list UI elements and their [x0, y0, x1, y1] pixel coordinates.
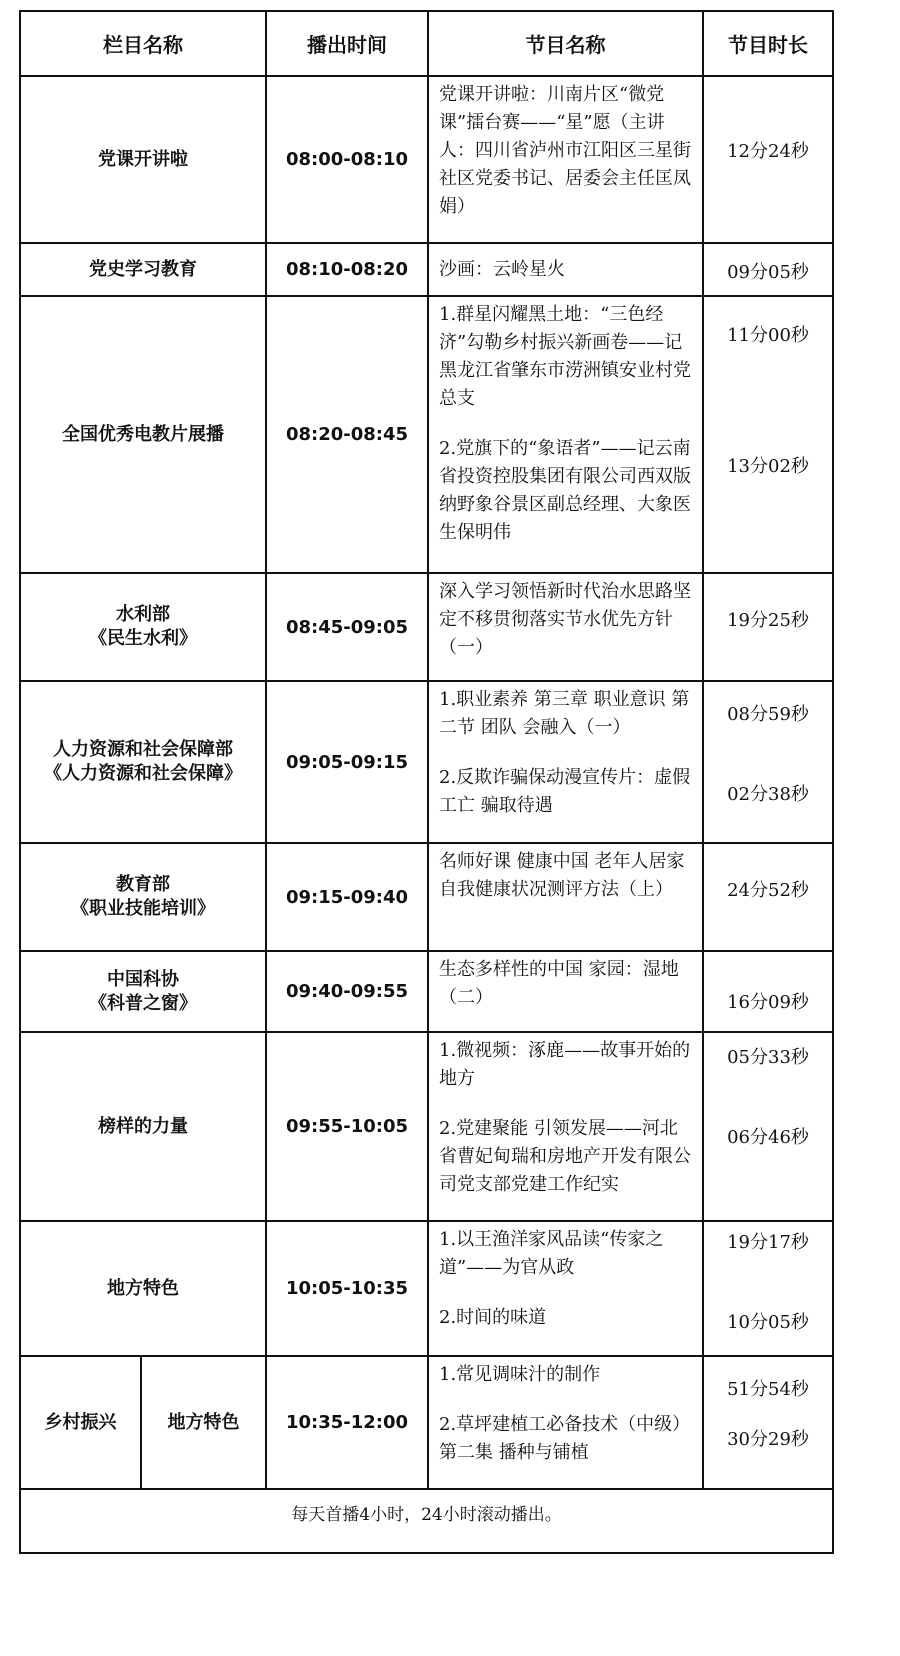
- table-row: [20, 951, 833, 1032]
- duration: 08分59秒: [727, 704, 809, 725]
- duration: 11分00秒: [727, 325, 809, 346]
- program-name: 2.草坪建植工必备技术（中级）第二集 播种与铺植: [439, 1414, 691, 1463]
- air-time: 09:05-09:15: [266, 681, 428, 843]
- duration-cell: [703, 951, 833, 1032]
- column-name: 全国优秀电教片展播: [20, 296, 266, 573]
- program-name: 2.反欺诈骗保动漫宣传片：虚假工亡 骗取待遇: [439, 767, 691, 816]
- duration: 30分29秒: [727, 1429, 809, 1450]
- program-name: 名师好课 健康中国 老年人居家自我健康状况测评方法（上）: [439, 851, 685, 900]
- duration: 19分25秒: [727, 610, 809, 631]
- air-time: 09:55-10:05: [266, 1032, 428, 1221]
- air-time: 10:05-10:35: [266, 1221, 428, 1356]
- header-duration: 节目时长: [703, 11, 833, 76]
- duration-cell: [703, 681, 833, 843]
- table-row: [20, 1221, 833, 1356]
- header-program-name: 节目名称: [428, 11, 703, 76]
- table-row: [20, 1032, 833, 1221]
- program-name: 2.党建聚能 引领发展——河北省曹妃甸瑞和房地产开发有限公司党支部党建工作纪实: [439, 1118, 691, 1195]
- program-name: 1.群星闪耀黑土地：“三色经济”勾勒乡村振兴新画卷——记黑龙江省肇东市涝洲镇安业村党总支: [439, 304, 691, 409]
- program-name: 沙画：云岭星火: [439, 258, 565, 280]
- program-name: 党课开讲啦：川南片区“微党课”擂台赛——“星”愿（主讲人：四川省泸州市江阳区三星街社区党委书记、居委会主任匡凤娟）: [439, 84, 691, 217]
- category-name: 乡村振兴: [20, 1356, 141, 1489]
- duration: 19分17秒: [727, 1232, 809, 1253]
- column-name: 人力资源和社会保障部 《人力资源和社会保障》: [20, 681, 266, 843]
- duration-cell: [703, 243, 833, 296]
- duration-cell: [703, 843, 833, 951]
- column-name: 地方特色: [20, 1221, 266, 1356]
- schedule-table: [19, 10, 834, 1554]
- duration: 16分09秒: [727, 992, 809, 1013]
- column-name: 教育部 《职业技能培训》: [20, 843, 266, 951]
- duration: 10分05秒: [727, 1312, 809, 1333]
- program-name: 1.职业素养 第三章 职业意识 第二节 团队 会融入（一）: [439, 689, 690, 738]
- duration: 51分54秒: [727, 1379, 809, 1400]
- air-time: 08:00-08:10: [266, 76, 428, 243]
- program-cell: [428, 951, 703, 1032]
- table-row: [20, 843, 833, 951]
- table-row: [20, 296, 833, 573]
- duration: 06分46秒: [727, 1127, 809, 1148]
- footer-note: 每天首播4小时，24小时滚动播出。: [20, 1489, 833, 1553]
- program-cell: [428, 296, 703, 573]
- air-time: 08:10-08:20: [266, 243, 428, 296]
- column-name: 地方特色: [141, 1356, 266, 1489]
- program-cell: [428, 843, 703, 951]
- program-name: 1.微视频：涿鹿——故事开始的地方: [439, 1040, 691, 1089]
- air-time: 09:40-09:55: [266, 951, 428, 1032]
- duration-cell: [703, 296, 833, 573]
- duration-cell: [703, 1221, 833, 1356]
- duration-cell: [703, 1032, 833, 1221]
- program-cell: [428, 573, 703, 681]
- program-name: 1.常见调味汁的制作: [439, 1364, 601, 1385]
- header-air-time: 播出时间: [266, 11, 428, 76]
- table-row: [20, 573, 833, 681]
- duration: 24分52秒: [727, 880, 809, 901]
- header-column-name: 栏目名称: [20, 11, 266, 76]
- program-name: 2.党旗下的“象语者”——记云南省投资控股集团有限公司西双版纳野象谷景区副总经理、大象医生保明伟: [439, 438, 691, 543]
- column-name: 水利部 《民生水利》: [20, 573, 266, 681]
- header-row: [20, 11, 833, 76]
- program-cell: [428, 1356, 703, 1489]
- program-cell: [428, 1221, 703, 1356]
- footer-row: [20, 1489, 833, 1553]
- program-cell: [428, 1032, 703, 1221]
- air-time: 10:35-12:00: [266, 1356, 428, 1489]
- table-row: [20, 76, 833, 243]
- duration-cell: [703, 76, 833, 243]
- duration: 12分24秒: [727, 141, 809, 162]
- column-name: 中国科协 《科普之窗》: [20, 951, 266, 1032]
- air-time: 09:15-09:40: [266, 843, 428, 951]
- program-name: 生态多样性的中国 家园：湿地（二）: [439, 959, 679, 1008]
- program-cell: [428, 681, 703, 843]
- program-cell: [428, 76, 703, 243]
- air-time: 08:20-08:45: [266, 296, 428, 573]
- program-name: 2.时间的味道: [439, 1307, 547, 1328]
- duration: 02分38秒: [727, 784, 809, 805]
- program-cell: [428, 243, 703, 296]
- table-row: [20, 243, 833, 296]
- duration: 09分05秒: [727, 262, 809, 283]
- column-name: 党课开讲啦: [20, 76, 266, 243]
- duration-cell: [703, 1356, 833, 1489]
- program-name: 1.以王渔洋家风品读“传家之道”——为官从政: [439, 1229, 664, 1278]
- table-row: [20, 681, 833, 843]
- air-time: 08:45-09:05: [266, 573, 428, 681]
- duration: 05分33秒: [727, 1047, 809, 1068]
- table-row: [20, 1356, 833, 1489]
- column-name: 党史学习教育: [20, 243, 266, 296]
- program-name: 深入学习领悟新时代治水思路坚定不移贯彻落实节水优先方针（一）: [439, 581, 691, 658]
- duration-cell: [703, 573, 833, 681]
- column-name: 榜样的力量: [20, 1032, 266, 1221]
- duration: 13分02秒: [727, 456, 809, 477]
